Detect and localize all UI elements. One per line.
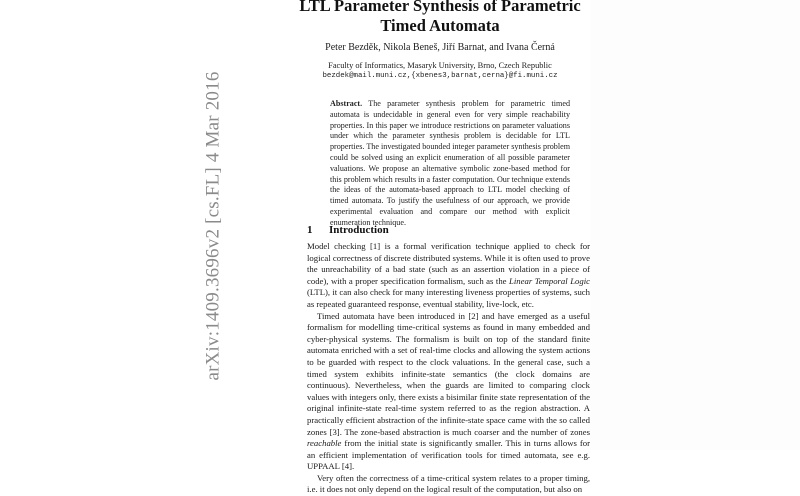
paragraph-3: Very often the correctness of a time-critical system relates to a proper timing, i.e. it does not only depend on the logical result of the computation, but also on bbox=[307, 472, 590, 495]
paper-title: LTL Parameter Synthesis of Parametric Timed Automata bbox=[299, 0, 581, 35]
section-number: 1 bbox=[307, 224, 313, 236]
section-title: Introduction bbox=[329, 224, 389, 236]
abstract bbox=[330, 99, 570, 229]
body-text bbox=[307, 241, 590, 496]
affiliation-block bbox=[290, 60, 590, 82]
paragraph-2: Timed automata have been introduced in [2] and have emerged as a useful formalism for modelling time-critical systems as found in many embedded and cyber-physical systems. The formalism is built on top of the standard finite automata enriched with a set of real-time clocks and allowing the system actions to be guarded with respect to the clock valuations. In the general case, such a timed system exhibits infinite-state semantics (the clock domains are continuous). Nevertheless, when the guards are limited to comparing clock values with integers only, there exists a bisimilar finite state representation of the original infinite-state real-time system referred to as the region abstraction. A practically efficient abstraction of the infinite-state space came with the so called zones [3]. The zone-based abstraction is much coarser and the number of zones reachable from the initial state is significantly smaller. This in turns allows for an efficient implementation of verification tools for timed automata, see e.g. UPPAAL [4]. bbox=[307, 310, 590, 472]
right-margin bbox=[590, 0, 800, 450]
author-emails: bezdek@mail.muni.cz,{xbenes3,barnat,cerna}@fi.muni.cz bbox=[322, 72, 558, 80]
section-heading bbox=[307, 224, 587, 236]
abstract-text: The parameter synthesis problem for parametric timed automata is undecidable in general even for very simple reachability properties. In this paper we introduce restrictions on parameter valuations under which the parameter synthesis problem is decidable for LTL properties. The investigated bounded integer parameter synthesis problem could be solved using an explicit enumeration of all possible parameter valuations. We propose an alternative symbolic zone-based method for this problem which results in a faster computation. Our technique extends the ideas of the automata-based approach to LTL model checking of timed automata. To justify the usefulness of our approach, we provide experimental evaluation and compare our method with explicit enumeration technique. bbox=[330, 99, 570, 227]
affiliation: Faculty of Informatics, Masaryk University, Brno, Czech Republic bbox=[328, 61, 552, 70]
arxiv-identifier-text: arXiv:1409.3696v2 [cs.FL] 4 Mar 2016 bbox=[203, 71, 224, 381]
left-margin bbox=[0, 0, 192, 450]
arxiv-identifier bbox=[199, 71, 229, 381]
abstract-label: Abstract. bbox=[330, 99, 363, 108]
paragraph-1: Model checking [1] is a formal verification technique applied to check for logical correctness of discrete distributed systems. While it is often used to prove the unreachability of a bad state (such as an assertion violation in a piece of code), with a proper specification formalism, such as the Linear Temporal Logic (LTL), it can also check for many interesting liveness properties of systems, such as repeated guaranteed response, eventual stability, live-lock, etc. bbox=[307, 241, 590, 309]
paper-authors: Peter Bezděk, Nikola Beneš, Jiří Barnat, and Ivana Černá bbox=[325, 42, 555, 53]
